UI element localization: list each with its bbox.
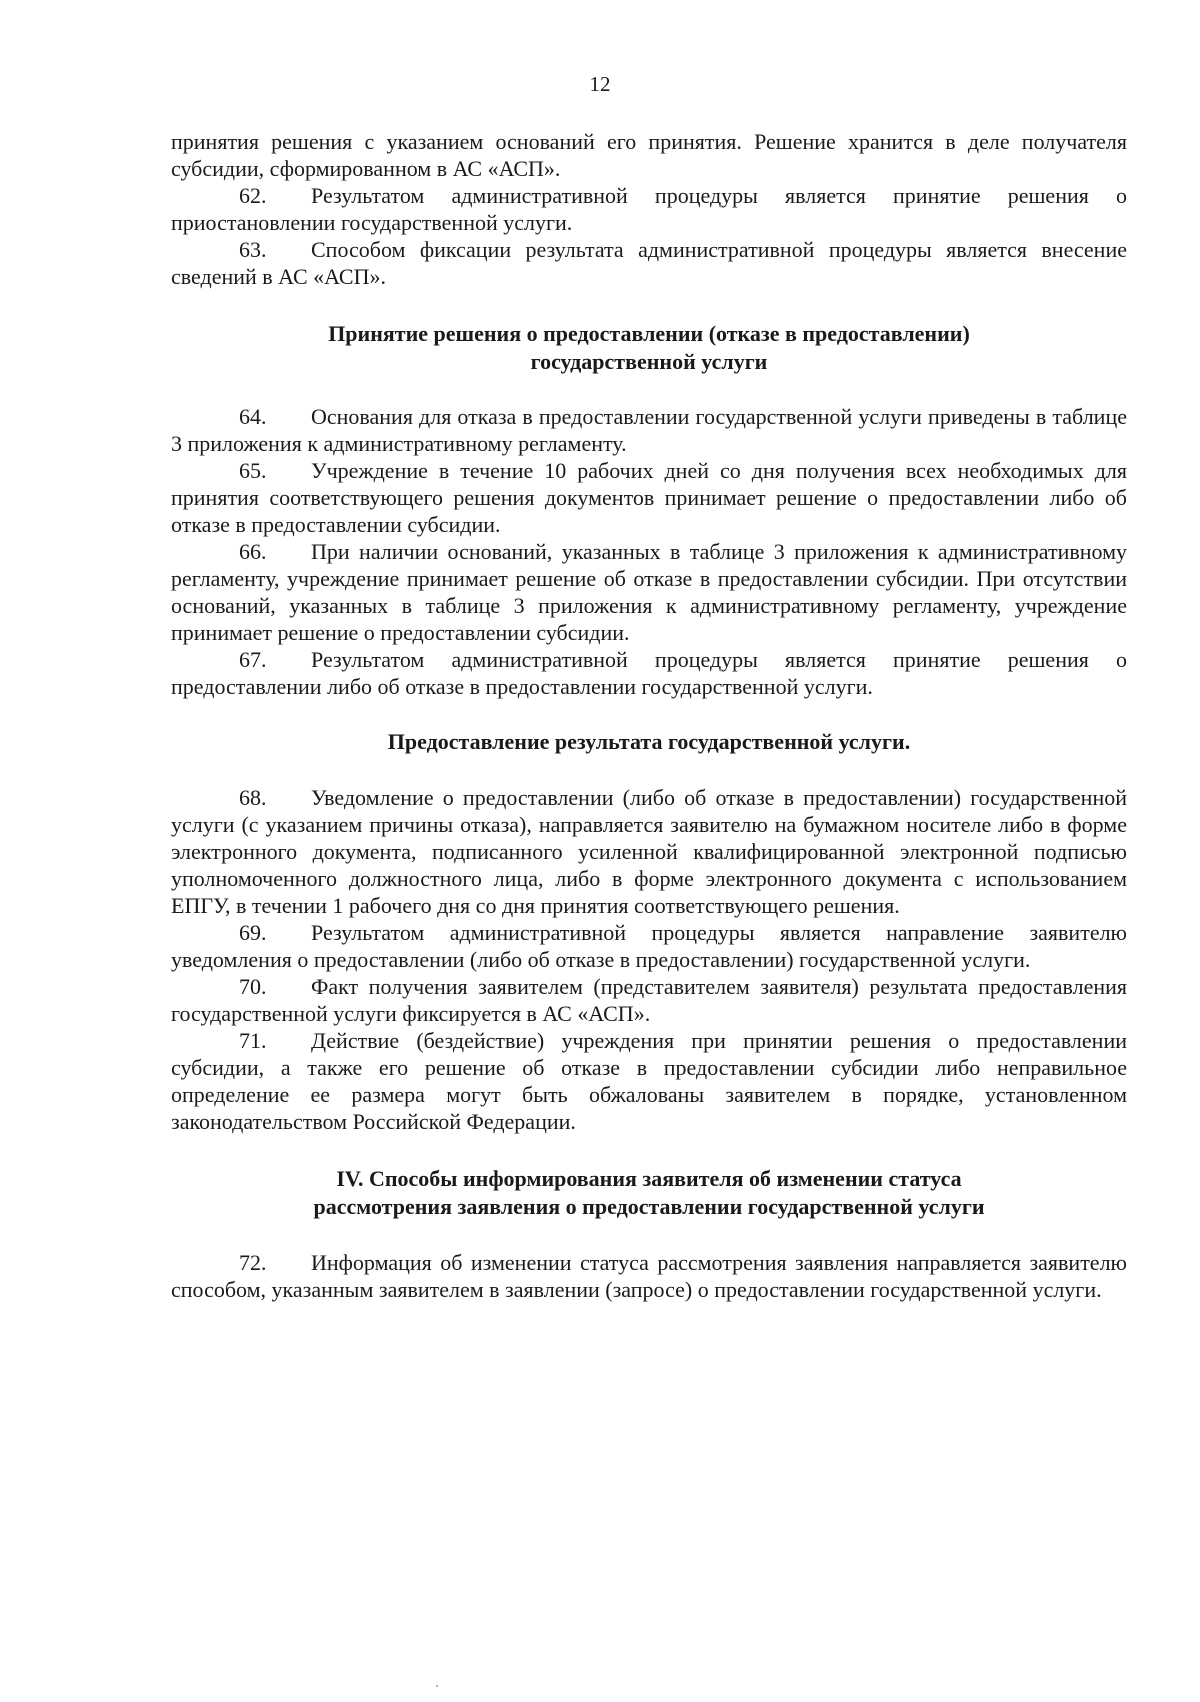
paragraph-71 <box>171 1027 1127 1135</box>
paragraph-text: Действие (бездействие) учреждения при принятии решения о предоставлении субсидии, а также его решение об отказе в предоставлении субсидии либо неправильное определение ее размера могут быть обжалованы заявителем в порядке, установленном законодательством Российской Федерации. <box>171 1028 1127 1134</box>
paragraph-64 <box>171 403 1127 457</box>
heading-line: рассмотрения заявления о предоставлении государственной услуги <box>313 1194 985 1219</box>
paragraph-68 <box>171 784 1127 919</box>
section-heading-decision <box>171 320 1127 376</box>
paragraph-text: Основания для отказа в предоставлении государственной услуги приведены в таблице 3 приложения к административному регламенту. <box>171 404 1127 456</box>
document-body <box>171 128 1127 1303</box>
section-heading-informing <box>171 1165 1127 1221</box>
paragraph-text: Учреждение в течение 10 рабочих дней со дня получения всех необходимых для принятия соответствующего решения документов принимает решение о предоставлении либо об отказе в предоставлении субсидии. <box>171 458 1127 537</box>
paragraph-70 <box>171 973 1127 1027</box>
heading-line: Предоставление результата государственной услуги. <box>387 729 911 754</box>
page-number: 12 <box>589 72 611 96</box>
intro-paragraph: принятия решения с указанием оснований его принятия. Решение хранится в деле получателя субсидии, сформированном в АС «АСП». <box>171 129 1127 181</box>
paragraph-number: 63. <box>239 237 267 262</box>
paragraph-72 <box>171 1249 1127 1303</box>
paragraph-text: Способом фиксации результата административной процедуры является внесение сведений в АС «АСП». <box>171 237 1127 289</box>
section-heading-result <box>171 728 1127 756</box>
paragraph-number: 66. <box>239 539 267 564</box>
paragraph-63 <box>171 236 1127 290</box>
paragraph-text: Результатом административной процедуры является принятие решения о приостановлении государственной услуги. <box>171 183 1127 235</box>
paragraph-text: Информация об изменении статуса рассмотрения заявления направляется заявителю способом, указанным заявителем в заявлении (запросе) о предоставлении государственной услуги. <box>171 1250 1127 1302</box>
paragraph-text: Результатом административной процедуры является принятие решения о предоставлении либо об отказе в предоставлении государственной услуги. <box>171 647 1127 699</box>
paragraph-67 <box>171 646 1127 700</box>
paragraph-text: Уведомление о предоставлении (либо об отказе в предоставлении) государственной услуги (с указанием причины отказа), направляется заявителю на бумажном носителе либо в форме электронного документа, подписанного усиленной квалифицированной электронной подписью уполномоченного должностного лица, либо в форме электронного документа с использованием ЕПГУ, в течении 1 рабочего дня со дня принятия соответствующего решения. <box>171 785 1127 918</box>
heading-line: IV. Способы информирования заявителя об изменении статуса <box>336 1166 962 1191</box>
paragraph-number: 67. <box>239 647 267 672</box>
paragraph-number: 64. <box>239 404 267 429</box>
heading-line: государственной услуги <box>530 349 768 374</box>
paragraph-number: 68. <box>239 785 267 810</box>
paragraph-number: 72. <box>239 1250 267 1275</box>
paragraph-number: 69. <box>239 920 267 945</box>
heading-line: Принятие решения о предоставлении (отказе в предоставлении) <box>328 321 970 346</box>
paragraph-number: 70. <box>239 974 267 999</box>
paragraph-text: Факт получения заявителем (представителем заявителя) результата предоставления государственной услуги фиксируется в АС «АСП». <box>171 974 1127 1026</box>
paragraph-69 <box>171 919 1127 973</box>
paragraph-65 <box>171 457 1127 538</box>
paragraph-number: 65. <box>239 458 267 483</box>
paragraph-text: Результатом административной процедуры является направление заявителю уведомления о предоставлении (либо об отказе в предоставлении) государственной услуги. <box>171 920 1127 972</box>
paragraph-number: 71. <box>239 1028 267 1053</box>
paragraph-62 <box>171 182 1127 236</box>
paragraph-66 <box>171 538 1127 646</box>
paragraph-number: 62. <box>239 183 267 208</box>
paragraph-text: При наличии оснований, указанных в таблице 3 приложения к административному регламенту, учреждение принимает решение об отказе в предоставлении субсидии. При отсутствии оснований, указанных в таблице 3 приложения к административному регламенту, учреждение принимает решение о предоставлении субсидии. <box>171 539 1127 645</box>
scan-speck <box>436 1685 438 1687</box>
